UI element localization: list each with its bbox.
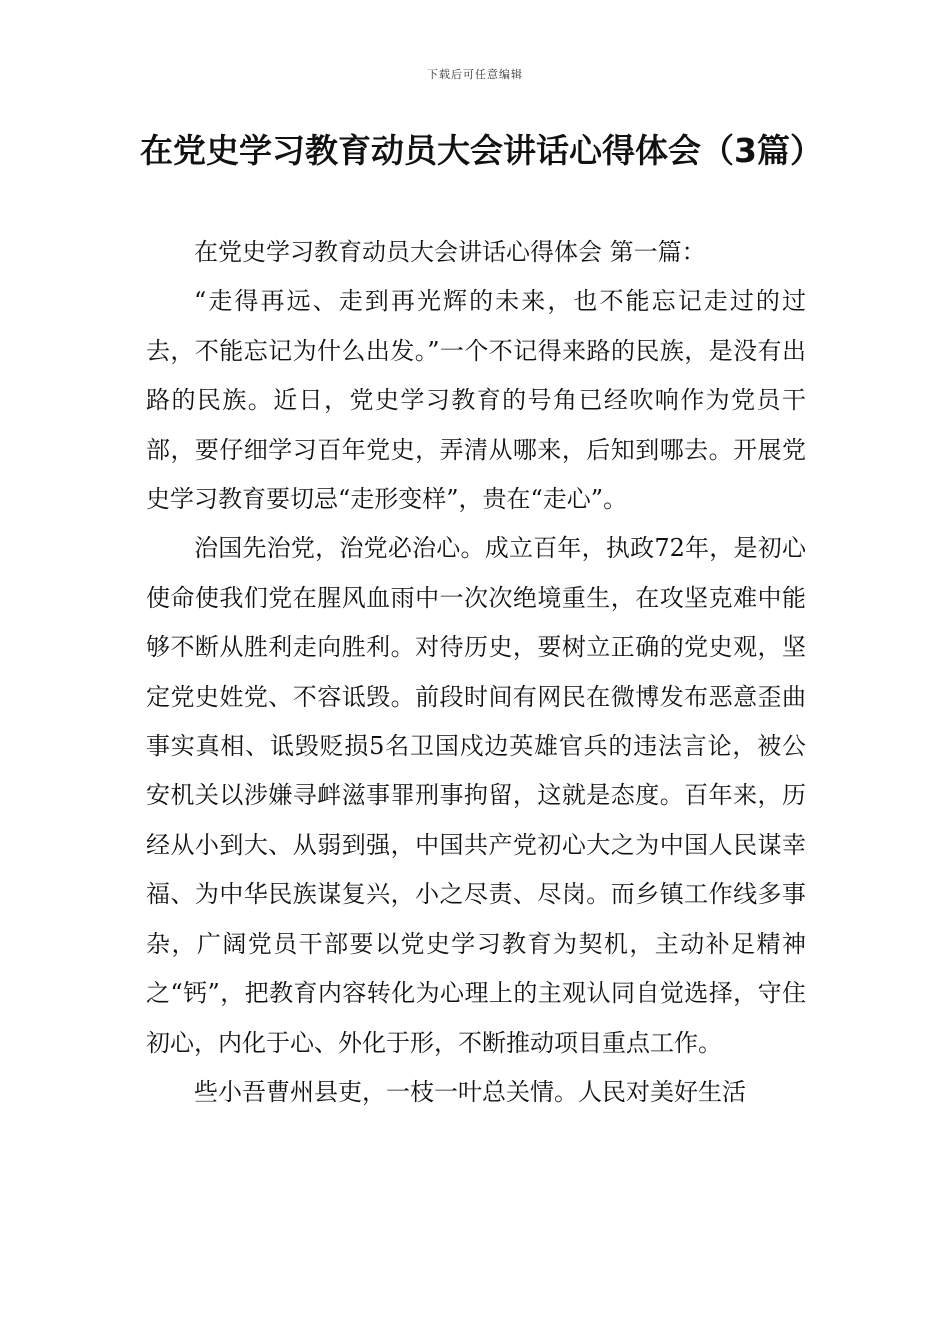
paragraph-2: 治国先治党，治党必治心。成立百年，执政72年，是初心使命使我们党在腥风血雨中一次次绝境重生，在攻坚克难中能够不断从胜利走向胜利。对待历史，要树立正确的党史观，坚定党史姓党、不容诋毁。前段时间有网民在微博发布恶意歪曲事实真相、诋毁贬损5名卫国戍边英雄官兵的违法言论，被公安机关以涉嫌寻衅滋事罪刑事拘留，这就是态度。百年来，历经从小到大、从弱到强，中国共产党初心大之为中国人民谋幸福、为中华民族谋复兴，小之尽责、尽岗。而乡镇工作线多事杂，广阔党员干部要以党史学习教育为契机，主动补足精神之“钙”，把教育内容转化为心理上的主观认同自觉选择，守住初心，内化于心、外化于形，不断推动项目重点工作。	[146, 534, 806, 1057]
section-subtitle: 在党史学习教育动员大会讲话心得体会 第一篇：	[194, 238, 706, 266]
paragraph-1: “走得再远、走到再光辉的未来，也不能忘记走过的过去，不能忘记为什么出发。”一个不记得来路的民族，是没有出路的民族。近日，党史学习教育的号角已经吹响作为党员干部，要仔细学习百年党史，弄清从哪来，后知到哪去。开展党史学习教育要切忌“走形变样”，贵在“走心”。	[146, 287, 806, 514]
header-note: 下载后可任意编辑	[427, 68, 523, 81]
paragraph-3: 些小吾曹州县吏，一枝一叶总关情。人民对美好生活	[194, 1077, 746, 1106]
document-title: 在党史学习教育动员大会讲话心得体会（3篇）	[140, 131, 823, 170]
document-body	[146, 228, 806, 1117]
